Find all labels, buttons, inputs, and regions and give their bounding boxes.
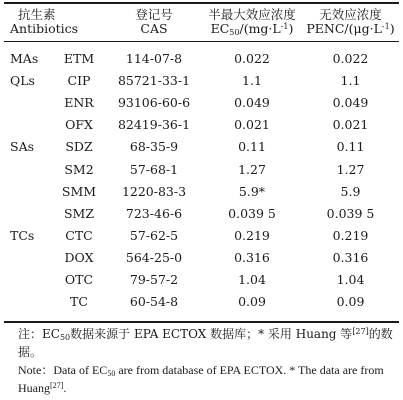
note-chinese: 注：$EC_{50}$数据来源于 EPA ECTOX 数据库；* 采用 Huang 等[27]的数据。 <box>18 327 393 359</box>
cas-cell: 82419-36-1 <box>117 117 191 132</box>
penc-cell: 1.04 <box>336 272 365 287</box>
ec50-cell: 5.9* <box>238 184 266 199</box>
header-registration <box>110 8 198 36</box>
header-penc-en: PENC/$(\mu g\cdot L^{-1})$ <box>306 21 395 36</box>
header-registration-cn: 登记号 <box>135 7 173 22</box>
penc-cell: 0.316 <box>332 250 369 265</box>
header-registration-en: CAS <box>140 21 168 36</box>
penc-cell: 0.219 <box>332 228 369 243</box>
ec50-cell: 0.021 <box>234 117 270 132</box>
abbr-cell: OFX <box>65 117 93 132</box>
ec50-cell: 1.1 <box>242 73 262 88</box>
header-ec50 <box>200 8 304 36</box>
bottom-rule <box>4 321 399 323</box>
abbr-cell: DOX <box>64 250 94 265</box>
penc-cell: 1.1 <box>340 73 361 88</box>
cas-cell: 93106-60-6 <box>117 95 191 110</box>
header-rule <box>4 41 399 42</box>
abbr-cell: TC <box>70 294 88 309</box>
abbr-cell: ENR <box>64 95 94 110</box>
ec50-cell: 0.039 5 <box>228 206 276 221</box>
abbr-cell: SMM <box>61 184 97 199</box>
ec50-cell: 0.022 <box>234 51 270 66</box>
abbr-cell: SDZ <box>65 139 93 154</box>
group-cell: TCs <box>10 228 35 243</box>
cas-cell: 564-25-0 <box>125 250 183 265</box>
cas-cell: 57-62-5 <box>129 228 179 243</box>
ec50-cell: 1.27 <box>238 162 266 177</box>
cas-cell: 68-35-9 <box>129 139 179 154</box>
ec50-cell: 0.049 <box>234 95 270 110</box>
header-antibiotics-cn: 抗生素 <box>18 7 56 22</box>
header-penc <box>302 8 399 36</box>
penc-cell: 0.11 <box>336 139 365 154</box>
cas-cell: 85721-33-1 <box>117 73 191 88</box>
ec50-cell: 0.316 <box>234 250 270 265</box>
ec50-cell: 0.09 <box>238 294 266 309</box>
ec50-cell: 0.219 <box>234 228 270 243</box>
group-cell: QLs <box>10 73 35 88</box>
group-cell: MAs <box>10 51 39 66</box>
penc-cell: 0.022 <box>332 51 369 66</box>
abbr-cell: ETM <box>63 51 95 66</box>
abbr-cell: CTC <box>65 228 93 243</box>
penc-cell: 5.9 <box>340 184 361 199</box>
header-antibiotics <box>10 8 78 36</box>
cas-cell: 114-07-8 <box>125 51 183 66</box>
abbr-cell: SMZ <box>63 206 95 221</box>
penc-cell: 0.049 <box>332 95 369 110</box>
cas-cell: 57-68-1 <box>129 162 179 177</box>
cas-cell: 60-54-8 <box>129 294 179 309</box>
header-ec50-cn: 半最大效应浓度 <box>208 7 296 22</box>
abbr-cell: OTC <box>64 272 94 287</box>
penc-cell: 0.09 <box>336 294 365 309</box>
abbr-cell: SM2 <box>64 162 94 177</box>
header-antibiotics-en: Antibiotics <box>10 21 79 36</box>
penc-cell: 1.27 <box>336 162 365 177</box>
penc-cell: 0.039 5 <box>326 206 375 221</box>
penc-cell: 0.021 <box>332 117 369 132</box>
cas-cell: 1220-83-3 <box>121 184 187 199</box>
top-rule <box>4 2 399 4</box>
abbr-cell: CIP <box>67 73 91 88</box>
header-penc-cn: 无效应浓度 <box>319 7 382 22</box>
header-ec50-en: $EC_{50}/(mg\cdot L^{-1})$ <box>210 21 294 37</box>
group-cell: SAs <box>10 139 35 154</box>
cas-cell: 79-57-2 <box>129 272 179 287</box>
ec50-cell: 0.11 <box>238 139 266 154</box>
ec50-cell: 1.04 <box>238 272 266 287</box>
cas-cell: 723-46-6 <box>125 206 183 221</box>
note-english: Note：Data of $EC_{50}$ are from database of EPA ECTOX. * The data are from Huang[27]. <box>18 363 384 395</box>
